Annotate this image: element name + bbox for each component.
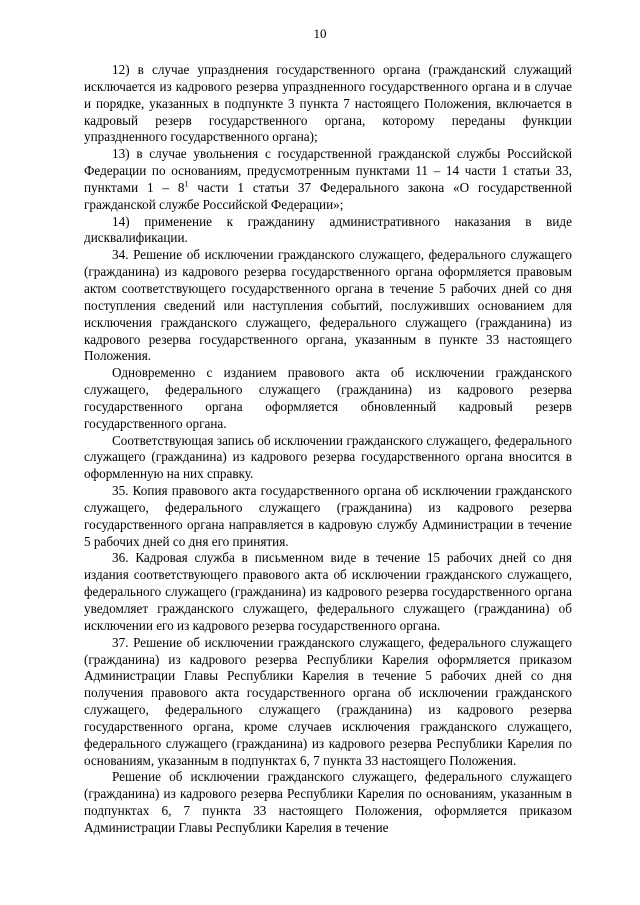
paragraph-item-14: 14) применение к гражданину административного наказания в виде дисквалификации. — [84, 213, 572, 246]
page-number: 10 — [313, 26, 327, 41]
paragraph-item-13 — [84, 146, 572, 213]
paragraph-clause-34-continued: Одновременно с изданием правового акта об исключении гражданского служащего, федерального служащего (гражданина) из кадрового резерва государственного органа оформляется обновленный кадровый резерв государственного органа. — [84, 365, 572, 431]
superscript: 1 — [184, 179, 189, 189]
paragraph-item-12: 12) в случае упразднения государственного органа (гражданский служащий исключается из кадрового резерва упраздненного государственного органа и в случае и порядке, указанных в подпункте 3 пункта 7 настоящего Положения, включается в кадровый резерв государственного органа, которому переданы функции упраздненного государственного органа); — [84, 62, 572, 145]
paragraph-clause-34-note: Соответствующая запись об исключении гражданского служащего, федерального служащего (гражданина) из кадрового резерва государственного органа вносится в оформленную на них справку. — [84, 432, 572, 482]
paragraph-clause-36: 36. Кадровая служба в письменном виде в течение 15 рабочих дней со дня издания соответствующего правового акта об исключении гражданского служащего, федерального служащего (гражданина) из кадрового резерва государственного органа уведомляет гражданского служащего, федерального служащего (гражданина) об исключении его из кадрового резерва государственного органа. — [84, 550, 572, 633]
paragraph-clause-34: 34. Решение об исключении гражданского служащего, федерального служащего (гражданина) из кадрового резерва государственного органа оформляется правовым актом соответствующего государственного органа в течение 5 рабочих дней со дня поступления сведений или наступления событий, послуживших основанием для исключения гражданского служащего, федерального служащего (гражданина) из кадрового резерва государственного органа, указанным в пункте 33 настоящего Положения. — [84, 247, 572, 364]
paragraph-clause-37: 37. Решение об исключении гражданского служащего, федерального служащего (гражданина) из кадрового резерва Республики Карелия оформляется приказом Администрации Главы Республики Карелия в течение 5 рабочих дней со дня получения правового акта государственного органа об исключении гражданского служащего, федерального служащего (гражданина) из кадрового резерва государственного органа, кроме случаев исключения гражданского служащего, федерального служащего (гражданина) из кадрового резерва Республики Карелия по основаниям, указанным в подпунктах 6, 7 пункта 33 настоящего Положения. — [84, 634, 572, 768]
paragraph-clause-35: 35. Копия правового акта государственного органа об исключении гражданского служащего, федерального служащего (гражданина) из кадрового резерва государственного органа направляется в кадровую службу Администрации в течение 5 рабочих дней со дня его принятия. — [84, 483, 572, 549]
paragraph-text: 13) в случае увольнения с государственной гражданской службы Российской Федерации по основаниям, предусмотренным пунктами 11 – 14 части 1 статьи 33, пунктами 1 – 8 — [84, 146, 572, 195]
paragraph-text: части 1 статьи 37 Федерального закона «О государственной гражданской службе Российской Федерации»; — [84, 179, 573, 212]
document-body — [84, 62, 572, 837]
paragraph-clause-37-continued: Решение об исключении гражданского служащего, федерального служащего (гражданина) из кадрового резерва Республики Карелия по основаниям, указанным в подпунктах 6, 7 пункта 33 настоящего Положения, оформляется приказом Администрации Главы Республики Карелия в течение — [84, 769, 572, 835]
